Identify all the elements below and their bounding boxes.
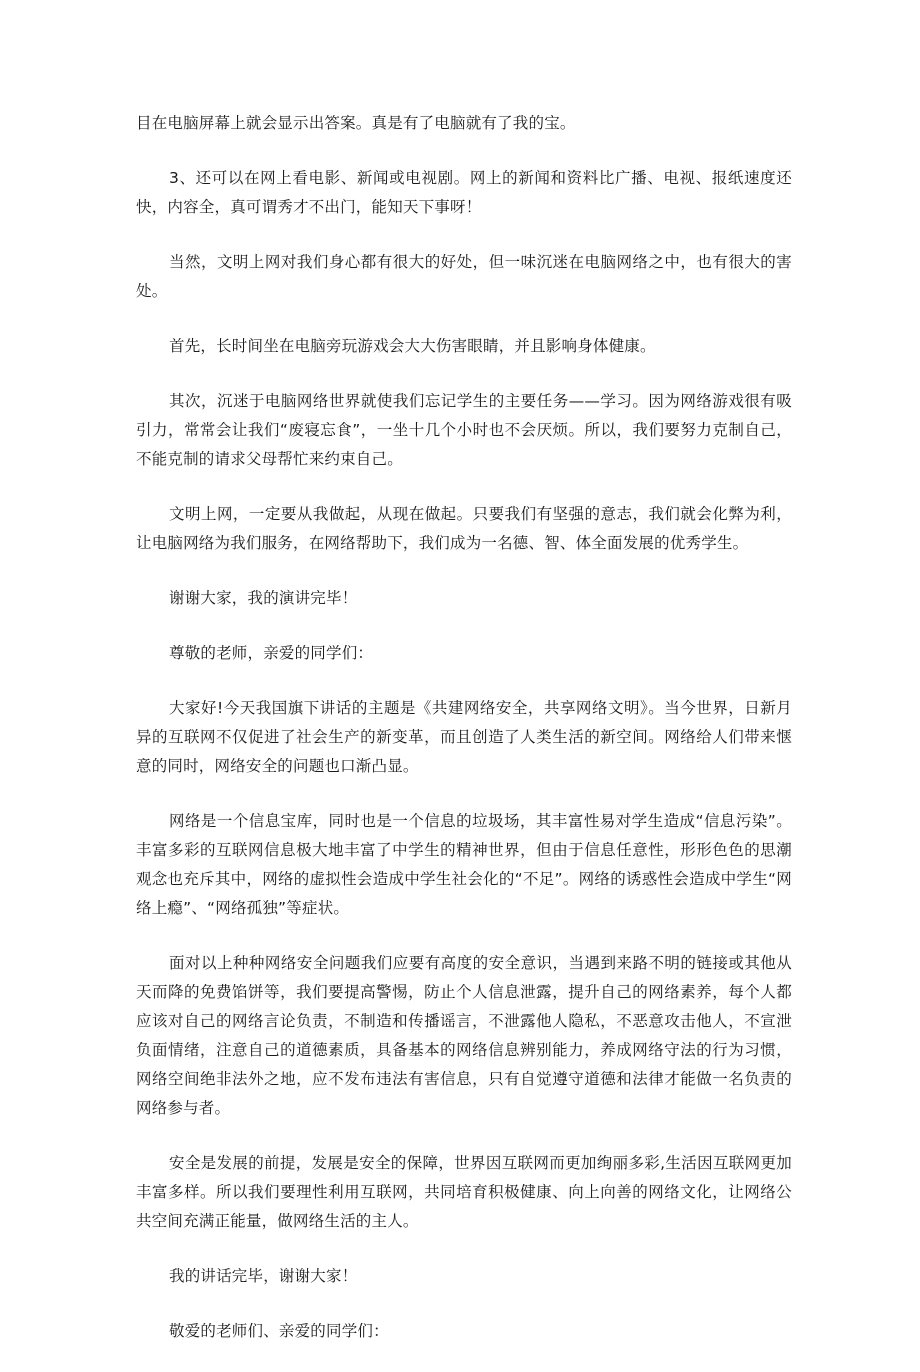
paragraph-12: 安全是发展的前提，发展是安全的保障，世界因互联网而更加绚丽多彩,生活因互联网更加丰富多样。所以我们要理性利用互联网，共同培育积极健康、向上向善的网络文化，让网络公共空间充满正能量，做网络生活的主人。 [136, 1154, 792, 1230]
paragraph-8: 尊敬的老师，亲爱的同学们： [169, 644, 374, 662]
paragraph-3: 当然，文明上网对我们身心都有很大的好处，但一味沉迷在电脑网络之中，也有很大的害处。 [136, 253, 792, 300]
paragraph-5: 其次，沉迷于电脑网络世界就使我们忘记学生的主要任务——学习。因为网络游戏很有吸引力，常常会让我们“废寝忘食”，一坐十几个小时也不会厌烦。所以，我们要努力克制自己，不能克制的请求父母帮忙来约束自己。 [136, 392, 792, 468]
paragraph-13: 我的讲话完毕，谢谢大家！ [169, 1267, 358, 1285]
paragraph-1: 目在电脑屏幕上就会显示出答案。真是有了电脑就有了我的宝。 [136, 114, 576, 132]
paragraph-9: 大家好!今天我国旗下讲话的主题是《共建网络安全，共享网络文明》。当今世界，日新月异的互联网不仅促进了社会生产的新变革，而且创造了人类生活的新空间。网络给人们带来惬意的同时，网络安全的问题也口渐凸显。 [136, 699, 792, 775]
paragraph-10: 网络是一个信息宝库，同时也是一个信息的垃圾场，其丰富性易对学生造成“信息污染”。丰富多彩的互联网信息极大地丰富了中学生的精神世界，但由于信息任意性，形形色色的思潮观念也充斥其中，网络的虚拟性会造成中学生社会化的“不足”。网络的诱惑性会造成中学生“网络上瘾”、“网络孤独”等症状。 [136, 812, 792, 917]
document-body [136, 109, 792, 1372]
paragraph-2: 3、还可以在网上看电影、新闻或电视剧。网上的新闻和资料比广播、电视、报纸速度还快，内容全，真可谓秀才不出门，能知天下事呀！ [136, 169, 792, 216]
paragraph-14: 敬爱的老师们、亲爱的同学们： [169, 1322, 389, 1340]
paragraph-11: 面对以上种种网络安全问题我们应要有高度的安全意识，当遇到来路不明的链接或其他从天而降的免费馅饼等，我们要提高警惕，防止个人信息泄露，提升自己的网络素养，每个人都应该对自己的网络言论负责，不制造和传播谣言，不泄露他人隐私，不恶意攻击他人，不宣泄负面情绪，注意自己的道德素质，具备基本的网络信息辨别能力，养成网络守法的行为习惯，网络空间绝非法外之地，应不发布违法有害信息，只有自觉遵守道德和法律才能做一名负责的网络参与者。 [136, 954, 792, 1117]
paragraph-7: 谢谢大家，我的演讲完毕！ [169, 589, 358, 607]
paragraph-4: 首先，长时间坐在电脑旁玩游戏会大大伤害眼睛，并且影响身体健康。 [169, 337, 656, 355]
paragraph-6: 文明上网，一定要从我做起，从现在做起。只要我们有坚强的意志，我们就会化弊为利，让电脑网络为我们服务，在网络帮助下，我们成为一名德、智、体全面发展的优秀学生。 [136, 505, 792, 552]
